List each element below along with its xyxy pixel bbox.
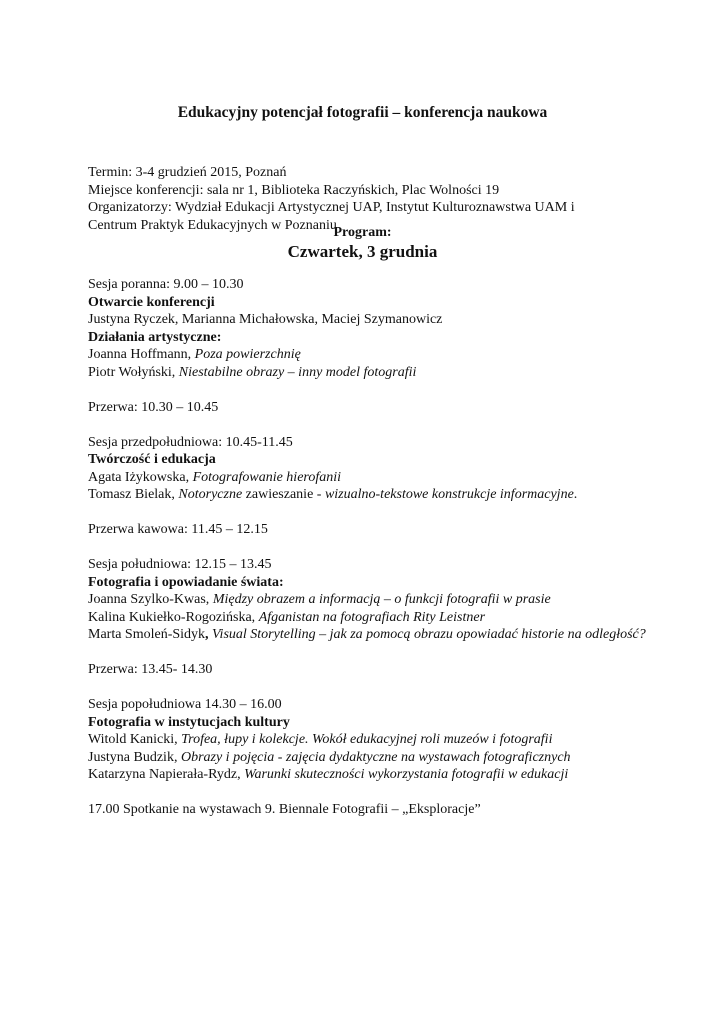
- talk-author: Justyna Budzik,: [88, 749, 181, 765]
- talk-title: Fotografowanie hierofanii: [192, 469, 341, 485]
- session-morning: [88, 276, 648, 381]
- break-item: Przerwa: 13.45- 14.30: [88, 662, 213, 677]
- talk-item: [88, 364, 648, 382]
- talk-item: [88, 591, 648, 609]
- session-afternoon: [88, 696, 648, 784]
- talk-item: [88, 346, 648, 364]
- session-time: Sesja południowa: 12.15 – 13.45: [88, 557, 272, 572]
- talk-author: Marta Smoleń-Sidyk: [88, 627, 206, 642]
- session-midday: [88, 556, 648, 644]
- day-heading: Czwartek, 3 grudnia: [287, 242, 438, 261]
- break-item: Przerwa: 10.30 – 10.45: [88, 399, 219, 415]
- talk-title: Między obrazem a informacją – o funkcji fotografii w prasie: [212, 592, 551, 607]
- program-label: Program:: [333, 225, 392, 240]
- talk-author: Kalina Kukiełko-Rogozińska,: [88, 609, 259, 625]
- speaker-names: Justyna Ryczek, Marianna Michałowska, Maciej Szymanowicz: [88, 312, 443, 327]
- talk-item: [88, 749, 648, 767]
- talk-author: Piotr Wołyński,: [88, 364, 179, 380]
- talk-title: Warunki skuteczności wykorzystania fotografii w edukacji: [244, 767, 569, 782]
- session-heading: Fotografia i opowiadanie świata:: [88, 574, 284, 590]
- talk-title-end: .: [573, 487, 578, 502]
- conference-organizers-line2: Centrum Praktyk Edukacyjnych w Poznaniu: [88, 217, 337, 233]
- talk-author: Joanna Szylko-Kwas,: [88, 592, 213, 607]
- talk-separator: ,: [205, 627, 213, 642]
- session-heading: Działania artystyczne:: [88, 329, 222, 345]
- talk-title-part: Notoryczne: [178, 487, 243, 502]
- talk-item: [88, 766, 648, 784]
- document-title: Edukacyjny potencjał fotografii – konferencja naukowa: [177, 104, 548, 121]
- break-item: Przerwa kawowa: 11.45 – 12.15: [88, 522, 268, 537]
- talk-title: Visual Storytelling – jak za pomocą obrazu opowiadać historie na odległość?: [212, 627, 646, 642]
- talk-author: Joanna Hoffmann,: [88, 347, 195, 362]
- session-time: Sesja przedpołudniowa: 10.45-11.45: [88, 434, 293, 450]
- talk-title: Niestabilne obrazy – inny model fotografii: [178, 364, 417, 380]
- session-time: Sesja popołudniowa 14.30 – 16.00: [88, 697, 282, 712]
- conference-organizers-line1: Organizatorzy: Wydział Edukacji Artystycznej UAP, Instytut Kulturoznawstwa UAM i: [88, 200, 575, 215]
- session-late-morning: [88, 434, 648, 504]
- talk-item: [88, 609, 648, 627]
- conference-date: Termin: 3-4 grudzień 2015, Poznań: [88, 165, 287, 180]
- talk-title: Afganistan na fotografiach Rity Leistner: [258, 609, 486, 625]
- session-heading: Twórczość i edukacja: [88, 452, 216, 467]
- talk-author: Witold Kanicki,: [88, 732, 182, 747]
- session-time: Sesja poranna: 9.00 – 10.30: [88, 277, 244, 292]
- talk-author: Katarzyna Napierała-Rydz,: [88, 767, 245, 782]
- talk-author: Agata Iżykowska,: [88, 469, 193, 485]
- session-heading: Otwarcie konferencji: [88, 294, 215, 310]
- session-heading: Fotografia w instytucjach kultury: [88, 714, 290, 730]
- program-sessions: [88, 276, 648, 819]
- talk-author: Tomasz Bielak,: [88, 487, 179, 502]
- talk-title: Poza powierzchnię: [194, 347, 301, 362]
- talk-item: [88, 731, 648, 749]
- conference-venue: Miejsce konferencji: sala nr 1, Biblioteka Raczyńskich, Plac Wolności 19: [88, 182, 500, 198]
- talk-item: [88, 486, 648, 504]
- talk-title-middle: zawieszanie -: [242, 487, 325, 502]
- talk-title: Trofea, łupy i kolekcje. Wokół edukacyjnej roli muzeów i fotografii: [181, 732, 553, 747]
- talk-title-part: wizualno-tekstowe konstrukcje informacyjne: [324, 487, 574, 502]
- talk-item: [88, 469, 648, 487]
- closing-event: 17.00 Spotkanie na wystawach 9. Biennale Fotografii – „Eksploracje”: [88, 802, 481, 817]
- talk-title: Obrazy i pojęcia - zajęcia dydaktyczne na wystawach fotograficznych: [180, 749, 571, 765]
- talk-item: [88, 626, 648, 644]
